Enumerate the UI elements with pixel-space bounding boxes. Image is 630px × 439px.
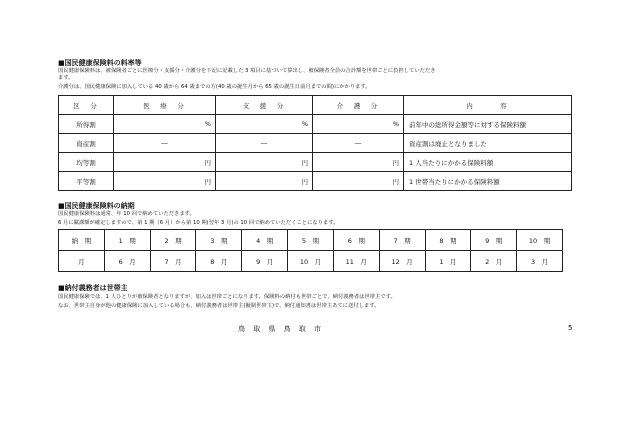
- rate-header-kaigo: 介 護 分: [313, 96, 404, 115]
- rate-shien-cell: 円: [216, 172, 313, 191]
- payment-cell: 12 月: [379, 251, 425, 272]
- payment-cell: 8 月: [196, 251, 242, 272]
- rate-kaigo-cell: 円: [313, 153, 404, 172]
- section-heading-payer: ■納付義務者は世帯主: [58, 284, 128, 292]
- rate-table: [58, 95, 572, 191]
- payment-cell: 5 期: [288, 230, 334, 251]
- payment-cell: 11 月: [333, 251, 379, 272]
- rates-paragraph-2: 介護分は、国民健康保険に加入している 40 歳から 64 歳までの方(40 歳の誕生月から 65 歳の誕生日前月までの間)にかかります。: [58, 84, 371, 90]
- rate-table-header-row: [59, 96, 572, 115]
- rate-iryo-cell: %: [114, 115, 216, 134]
- payment-cell: 納 期: [59, 230, 105, 251]
- payment-cell: 7 月: [150, 251, 196, 272]
- rate-kaigo-cell: %: [313, 115, 404, 134]
- payment-cell: 10 月: [288, 251, 334, 272]
- payment-cell: 4 期: [242, 230, 288, 251]
- rate-category-cell: 資産割: [59, 134, 114, 153]
- rate-header-shien: 支 援 分: [216, 96, 313, 115]
- payer-paragraph-1: 国民健康保険では、1 人ひとりが被保険者となりますが、加入は世帯ごとになります。保険料の納付も世帯ごとで、納付義務者は世帯主です。: [58, 294, 396, 300]
- page-number: 5: [568, 324, 573, 332]
- rate-header-desc: 内 容: [404, 96, 572, 115]
- payer-paragraph-2: なお、世帯主自身が他の健康保険に加入している場合も、納付義務者は世帯主(擬制世帯主)で、納付通知書は世帯主あてに送付します。: [58, 303, 380, 309]
- payment-cell: 10 期: [517, 230, 563, 251]
- payment-cell: 月: [59, 251, 105, 272]
- rates-paragraph-1: 国民健康保険料は、被保険者ごとに医療分・支援分・介護分を下記に記載した 3 項目に基づいて算出し、被保険者全員の合計額を世帯ごとに負担していただき: [58, 68, 436, 74]
- payment-cell: 3 期: [196, 230, 242, 251]
- table-row: [59, 134, 572, 153]
- rates-paragraph-1-cont: ます。: [58, 75, 74, 81]
- rate-kaigo-cell: ―: [313, 134, 404, 153]
- section-heading-rates: ■国民健康保険料の料率等: [58, 59, 142, 67]
- rate-desc-cell: 前年中の総所得金額等に対する保険料額: [404, 115, 572, 134]
- payment-paragraph-1: 国民健康保険料は通常、年 10 回で納めていただきます。: [58, 211, 195, 217]
- rate-header-iryo: 医 療 分: [114, 96, 216, 115]
- rate-category-cell: 所得割: [59, 115, 114, 134]
- rate-iryo-cell: ―: [114, 134, 216, 153]
- rate-shien-cell: ―: [216, 134, 313, 153]
- rate-iryo-cell: 円: [114, 172, 216, 191]
- table-row: [59, 115, 572, 134]
- payment-cell: 8 期: [425, 230, 471, 251]
- rate-category-cell: 均等割: [59, 153, 114, 172]
- payment-period-row: [59, 230, 563, 251]
- payment-cell: 2 月: [471, 251, 517, 272]
- footer-city: 鳥 取 県 鳥 取 市: [238, 325, 325, 333]
- table-row: [59, 172, 572, 191]
- payment-cell: 1 月: [425, 251, 471, 272]
- payment-cell: 1 期: [104, 230, 150, 251]
- payment-paragraph-2: 6 月に賦課額が確定しますので、第 1 期（6 月）から第 10 期(翌年 3 月)の 10 回で納めていただくことになります。: [58, 220, 339, 226]
- rate-desc-cell: 資産割は廃止となりました: [404, 134, 572, 153]
- rate-header-category: 区 分: [59, 96, 114, 115]
- payment-cell: 3 月: [517, 251, 563, 272]
- rate-desc-cell: 1 人当たりにかかる保険料額: [404, 153, 572, 172]
- payment-cell: 7 期: [379, 230, 425, 251]
- rate-iryo-cell: 円: [114, 153, 216, 172]
- rate-kaigo-cell: 円: [313, 172, 404, 191]
- payment-month-row: [59, 251, 563, 272]
- payment-cell: 9 月: [242, 251, 288, 272]
- payment-schedule-table: [58, 229, 563, 272]
- payment-cell: 2 期: [150, 230, 196, 251]
- rate-category-cell: 平等割: [59, 172, 114, 191]
- rate-desc-cell: 1 世帯当たりにかかる保険料額: [404, 172, 572, 191]
- payment-cell: 9 期: [471, 230, 517, 251]
- section-heading-payment-schedule: ■国民健康保険料の納期: [58, 202, 135, 210]
- rate-shien-cell: 円: [216, 153, 313, 172]
- payment-cell: 6 月: [104, 251, 150, 272]
- table-row: [59, 153, 572, 172]
- rate-shien-cell: %: [216, 115, 313, 134]
- payment-cell: 6 期: [333, 230, 379, 251]
